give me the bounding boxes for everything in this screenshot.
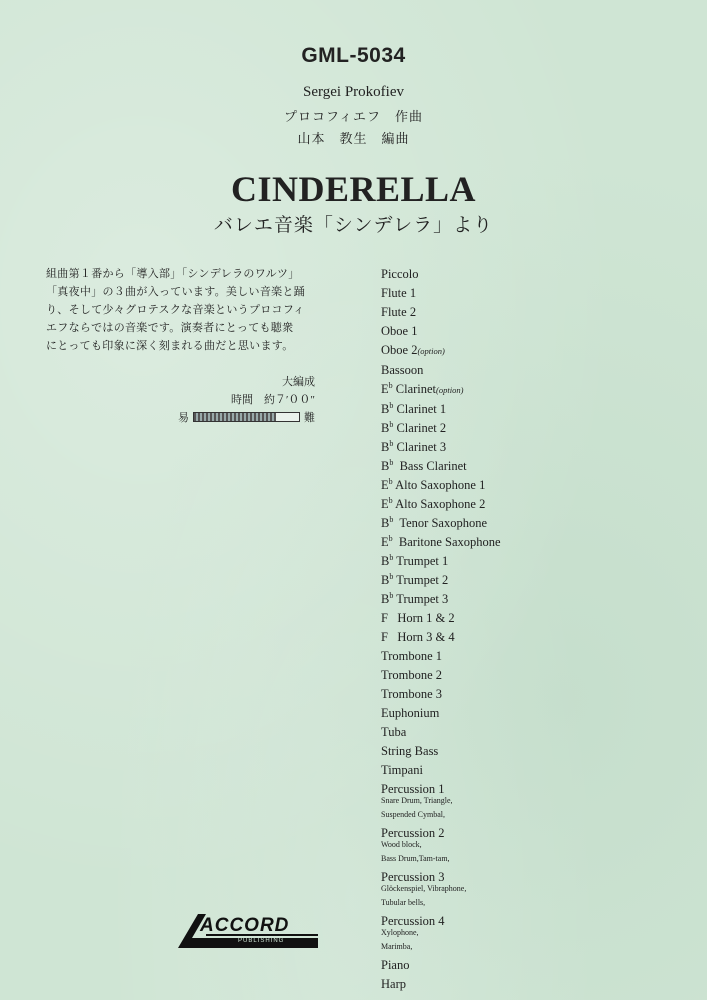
instrument-name: Harp [381,977,406,991]
instrument-item [381,975,681,994]
instrument-key: B [381,421,390,435]
instrument-name: String Bass [381,744,439,758]
instrument-item [381,514,681,533]
publisher-logo [178,912,323,952]
difficulty-hard-label: 難 [304,412,315,424]
instrument-name: Alto Saxophone 2 [392,497,486,511]
description-line: り、そして少々グロテスクな音楽というプロコフィ [46,304,305,316]
instrument-item [381,956,681,975]
instrument-key: B [381,592,390,606]
duration: 時間 約７′００″ [231,394,315,406]
flat-symbol: b [389,571,394,581]
instrument-key: E [381,382,389,396]
instrument-item [381,609,681,628]
instrument-item [381,476,681,495]
flat-symbol: b [389,552,394,562]
page-subtitle: バレエ音楽「シンデレラ」より [213,215,494,236]
instrument-name: Flute 2 [381,305,417,319]
instrument-option-note: (option) [436,385,464,395]
arranger-name-jp: 山本 教生 編曲 [297,131,410,146]
description-line: にとっても印象に深く刻まれる曲だと思います。 [46,340,294,352]
instrument-name: Bass Clarinet [393,459,467,473]
instrument-item [381,400,681,419]
instrument-item [381,628,681,647]
instrumentation-list [381,265,681,994]
instrument-detail: Wood block, [381,840,422,849]
instrument-detail: Xylophone, [381,928,419,937]
instrument-name: Percussion 4 [381,914,445,928]
instrument-item [381,419,681,438]
difficulty-easy-label: 易 [178,412,189,424]
logo-subtext: PUBLISHING [238,938,285,944]
instrument-name: Euphonium [381,706,440,720]
instrument-name: Trombone 1 [381,649,443,663]
flat-symbol: b [388,380,393,390]
instrument-name: Percussion 3 [381,870,445,884]
instrument-item [381,284,681,303]
instrument-detail: Bass Drum,Tam-tam, [381,854,450,863]
instrument-detail: Suspended Cymbal, [381,810,445,819]
instrument-item [381,533,681,552]
instrument-key: B [381,402,390,416]
instrument-key: E [381,497,389,511]
instrument-name: Percussion 1 [381,782,445,796]
instrument-item [381,912,681,952]
instrument-item [381,495,681,514]
flat-symbol: b [389,590,394,600]
instrument-name: F Horn 1 & 2 [381,611,455,625]
description [46,265,338,355]
instrument-item [381,590,681,609]
flat-symbol: b [388,476,393,486]
instrument-item [381,571,681,590]
instrument-name: Flute 1 [381,286,417,300]
instrument-item [381,666,681,685]
instrument-name: Trombone 2 [381,668,443,682]
composer-name-jp: プロコフィエフ 作曲 [284,109,423,124]
instrument-name: Oboe 1 [381,324,418,338]
flat-symbol: b [389,457,394,467]
instrument-name: Timpani [381,763,423,777]
catalog-code: GML-5034 [301,44,406,67]
instrument-item [381,361,681,380]
instrument-name: Clarinet 3 [393,440,447,454]
instrument-name: Percussion 2 [381,826,445,840]
logo-text: ACCORD [200,915,290,936]
instrument-item [381,265,681,284]
instrument-name: Clarinet [392,382,437,396]
instrument-option-note: (option) [417,346,445,356]
composer-name: Sergei Prokofiev [303,84,404,100]
instrument-detail: Tubular bells, [381,898,426,907]
description-line: 組曲第１番から「導入部」「シンデレラのワルツ」 [46,268,300,280]
difficulty-bar [193,412,300,422]
instrument-key: B [381,554,390,568]
instrument-item [381,647,681,666]
instrument-name: Oboe 2 [381,343,418,357]
instrument-item [381,761,681,780]
instrument-name: Tenor Saxophone [393,516,488,530]
instrument-key: E [381,535,389,549]
instrument-item [381,742,681,761]
instrument-name: Bassoon [381,363,424,377]
instrument-item [381,552,681,571]
ensemble-size: 大編成 [282,376,315,388]
instrument-item [381,438,681,457]
flat-symbol: b [389,438,394,448]
instrument-key: B [381,573,390,587]
instrument-name: Clarinet 2 [393,421,447,435]
flat-symbol: b [388,533,393,543]
instrument-key: B [381,459,390,473]
flat-symbol: b [389,514,394,524]
difficulty-bar-fill [194,413,276,421]
instrument-item [381,704,681,723]
flat-symbol: b [388,495,393,505]
page-title: CINDERELLA [230,169,477,209]
instrument-name: Tuba [381,725,407,739]
instrument-item [381,341,681,361]
flat-symbol: b [389,419,394,429]
instrument-detail: Glöckenspiel, Vibraphone, [381,884,467,893]
instrument-name: Baritone Saxophone [392,535,501,549]
instrument-item [381,723,681,742]
instrument-key: B [381,440,390,454]
instrument-detail: Marimba, [381,942,413,951]
instrument-item [381,868,681,908]
instrument-name: Trumpet 1 [393,554,449,568]
instrument-name: Alto Saxophone 1 [392,478,486,492]
instrument-item [381,780,681,820]
instrument-key: E [381,478,389,492]
instrument-key: B [381,516,390,530]
instrument-name: Piccolo [381,267,419,281]
instrument-name: Trumpet 2 [393,573,449,587]
instrument-name: F Horn 3 & 4 [381,630,455,644]
instrument-detail: Snare Drum, Triangle, [381,796,453,805]
instrument-item [381,685,681,704]
flat-symbol: b [389,400,394,410]
instrument-item [381,303,681,322]
instrument-item [381,380,681,400]
instrument-name: Trumpet 3 [393,592,449,606]
description-line: エフならではの音楽です。演奏者にとっても聴衆 [46,322,294,334]
instrument-item [381,457,681,476]
instrument-name: Clarinet 1 [393,402,447,416]
instrument-item [381,824,681,864]
instrument-item [381,322,681,341]
instrument-name: Trombone 3 [381,687,443,701]
instrument-name: Piano [381,958,410,972]
description-line: 「真夜中」の３曲が入っています。美しい音楽と踊 [46,286,306,298]
